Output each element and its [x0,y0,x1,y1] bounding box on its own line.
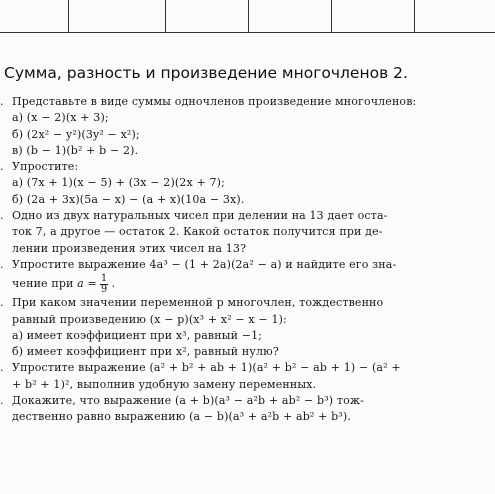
problem-marker: . [0,160,4,174]
problem-text: а) имеет коэффициент при x³, равный −1; [12,328,263,342]
problem-text: Докажите, что выражение (a + b)(a³ − a²b + ab² − b³) тож- [12,394,364,408]
table-top-border [0,0,495,33]
problem-text: а) (7x + 1)(x − 5) + (3x − 2)(2x + 7); [12,176,225,190]
problem-text: равный произведению (x − p)(x³ + x² − x − 1): [12,312,287,326]
problem-3 [0,208,495,257]
fraction-denominator: 9 [100,283,108,295]
problem-marker: . [0,95,4,108]
problem-5 [0,295,495,360]
fraction-numerator: 1 [100,272,108,284]
problem-text: чение при [12,277,74,291]
problem-text: ток 7, а другое — остаток 2. Какой остаток получится при де- [12,225,383,239]
problem-text: в) (b − 1)(b² + b − 2). [12,143,139,157]
problem-7 [0,393,495,426]
problem-text: а) (x − 2)(x + 3); [12,111,109,125]
period: . [111,277,116,291]
problem-list [0,94,495,426]
table-cell [69,0,166,32]
problem-1 [0,94,495,159]
problem-text: б) (2a + 3x)(5a − x) − (a + x)(10a − 3x). [12,192,245,206]
problem-marker: . [0,257,4,271]
problem-text: б) имеет коэффициент при x², равный нулю? [12,345,279,359]
variable: a [77,277,84,291]
problem-marker: . [0,361,4,375]
table-cell [332,0,415,32]
problem-6 [0,360,495,393]
table-cell [0,0,69,32]
problem-text: б) (2x² − y²)(3y² − x²); [12,127,140,141]
problem-text: Упростите: [12,160,79,174]
table-cell [249,0,332,32]
problem-marker: . [0,296,4,310]
problem-text: При каком значении переменной p многочлен, тождественно [12,296,384,310]
problem-text-fraction-line [0,273,495,295]
problem-text: Представьте в виде суммы одночленов произведение многочленов: [12,95,417,108]
problem-marker: . [0,394,4,408]
problem-text: дественно равно выражению (a − b)(a³ + a²b + ab² + b³). [12,410,351,424]
problem-marker: . [0,209,4,223]
problem-text: Упростите выражение 4a³ − (1 + 2a)(2a² − a) и найдите его зна- [12,257,397,271]
fraction [100,274,109,295]
problem-text: + b² + 1)², выполнив удобную замену переменных. [12,377,317,391]
problem-2 [0,159,495,208]
problem-text: Одно из двух натуральных чисел при делении на 13 дает оста- [12,209,388,223]
page-title: Сумма, разность и произведение многочленов 2. [4,64,408,82]
problem-4 [0,257,495,295]
problem-text: Упростите выражение (a² + b² + ab + 1)(a² + b² − ab + 1) − (a² + [12,361,401,375]
problem-text: лении произведения этих чисел на 13? [12,241,247,255]
table-cell [166,0,249,32]
equals-sign: = [87,277,97,291]
